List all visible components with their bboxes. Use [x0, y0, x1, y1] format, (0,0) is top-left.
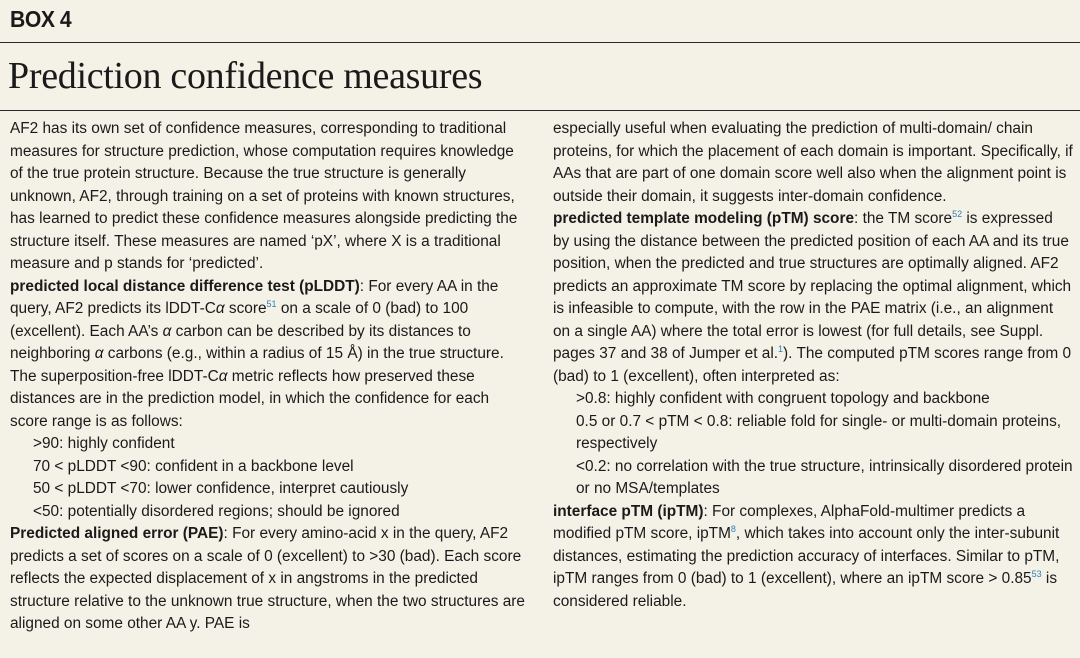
top-rule: [0, 42, 1080, 43]
citation-link[interactable]: 53: [1031, 568, 1042, 579]
ptm-text: is expressed by using the distance between the predicted position of each AA and its true position, when the predicted and true structures are optimally aligned. AF2 predicts an approximate TM score by replacing the optimal alignment, which is infeasible to compute, with the row in the PAE matrix (i.e., an alignment on a single AA) where the total error is lowest (for full details, see Suppl. pages 37 and 38 of Jumper et al.: [553, 210, 1072, 362]
alpha-symbol: α: [218, 367, 228, 385]
left-column: [10, 118, 528, 636]
iptm-text: is considered reliable.: [553, 570, 1058, 610]
plddt-text: carbons (e.g., within a radius of 15 Å) in the true structure. The superposition-free lDDT-C: [10, 345, 504, 385]
title-rule: [0, 110, 1080, 111]
pae-paragraph: [10, 523, 528, 636]
plddt-text: carbon can be described by its distances to neighboring: [10, 322, 471, 362]
pae-term: Predicted aligned error (PAE): [10, 525, 224, 542]
box-title: Prediction confidence measures: [8, 55, 483, 97]
citation-link[interactable]: 1: [778, 343, 784, 354]
iptm-term: interface pTM (ipTM): [553, 502, 704, 520]
pae-continuation: especially useful when evaluating the prediction of multi-domain/ chain proteins, for which the placement of each domain is important. Specifically, if AAs that are part of one domain score well also when the alignment point is outside their domain, it suggests inter-domain confidence.: [553, 120, 1073, 205]
iptm-text: , which takes into account only the inter-subunit distances, estimating the prediction accuracy of interfaces. Similar to pTM, ipTM ranges from 0 (bad) to 1 (excellent), where an ipTM score > 0.85: [553, 525, 1060, 587]
alpha-symbol: α: [162, 322, 172, 340]
ptm-range-item: >0.8: highly confident with congruent topology and backbone: [576, 390, 990, 407]
right-column: [553, 118, 1073, 613]
box-label: BOX 4: [10, 6, 72, 32]
plddt-text: on a scale of 0 (bad) to 100 (excellent). Each AA’s: [10, 300, 469, 340]
iptm-paragraph: [553, 501, 1073, 614]
ptm-range-item: <0.2: no correlation with the true structure, intrinsically disordered protein or no MSA/templates: [576, 457, 1073, 497]
plddt-text: metric reflects how preserved these distances are in the prediction model, in which the confidence for each score range is as follows:: [10, 367, 490, 430]
plddt-paragraph: [10, 276, 528, 434]
citation-link[interactable]: 52: [952, 208, 963, 219]
intro-paragraph: AF2 has its own set of confidence measures, corresponding to traditional measures for structure prediction, whose computation requires knowledge of the true protein structure. Because the true structure is generally unknown, AF2, through training on a set of proteins with known structures, has learned to predict these confidence measures alongside predicting the structure itself. These measures are named ‘pX’, where X is a traditional measure and p stands for ‘predicted’.: [10, 120, 518, 272]
alpha-symbol: α: [215, 300, 225, 317]
alpha-symbol: α: [94, 345, 104, 362]
citation-link[interactable]: 8: [730, 523, 736, 534]
plddt-term: predicted local distance difference test (pLDDT): [10, 277, 360, 295]
ptm-term: predicted template modeling (pTM) score: [553, 210, 855, 227]
plddt-range-item: 50 < pLDDT <70: lower confidence, interpret cautiously: [33, 480, 409, 497]
plddt-range-item: >90: highly confident: [33, 435, 175, 452]
ptm-text: ). The computed pTM scores range from 0 (bad) to 1 (excellent), often interpreted as:: [553, 345, 1072, 385]
iptm-text: : For complexes, AlphaFold-multimer predicts a modified pTM score, ipTM: [553, 502, 1026, 542]
plddt-range-item: 70 < pLDDT <90: confident in a backbone level: [33, 457, 354, 475]
plddt-text: score: [224, 300, 267, 317]
plddt-text: : For every AA in the query, AF2 predicts its lDDT-C: [10, 277, 499, 317]
pae-text: : For every amino-acid x in the query, AF2 predicts a set of scores on a scale of 0 (excellent) to >30 (bad). Each score reflects the expected displacement of x in angstroms in the predicted structure relative to the unknown true structure, when the two structures are aligned on some other AA y. PAE is: [10, 525, 525, 632]
ptm-range-item: 0.5 or 0.7 < pTM < 0.8: reliable fold for single- or multi-domain proteins, respectively: [576, 412, 1062, 452]
ptm-text: : the TM score: [854, 210, 953, 227]
citation-link[interactable]: 51: [266, 298, 277, 309]
plddt-range-item: <50: potentially disordered regions; should be ignored: [33, 502, 400, 520]
ptm-paragraph: [553, 208, 1073, 388]
